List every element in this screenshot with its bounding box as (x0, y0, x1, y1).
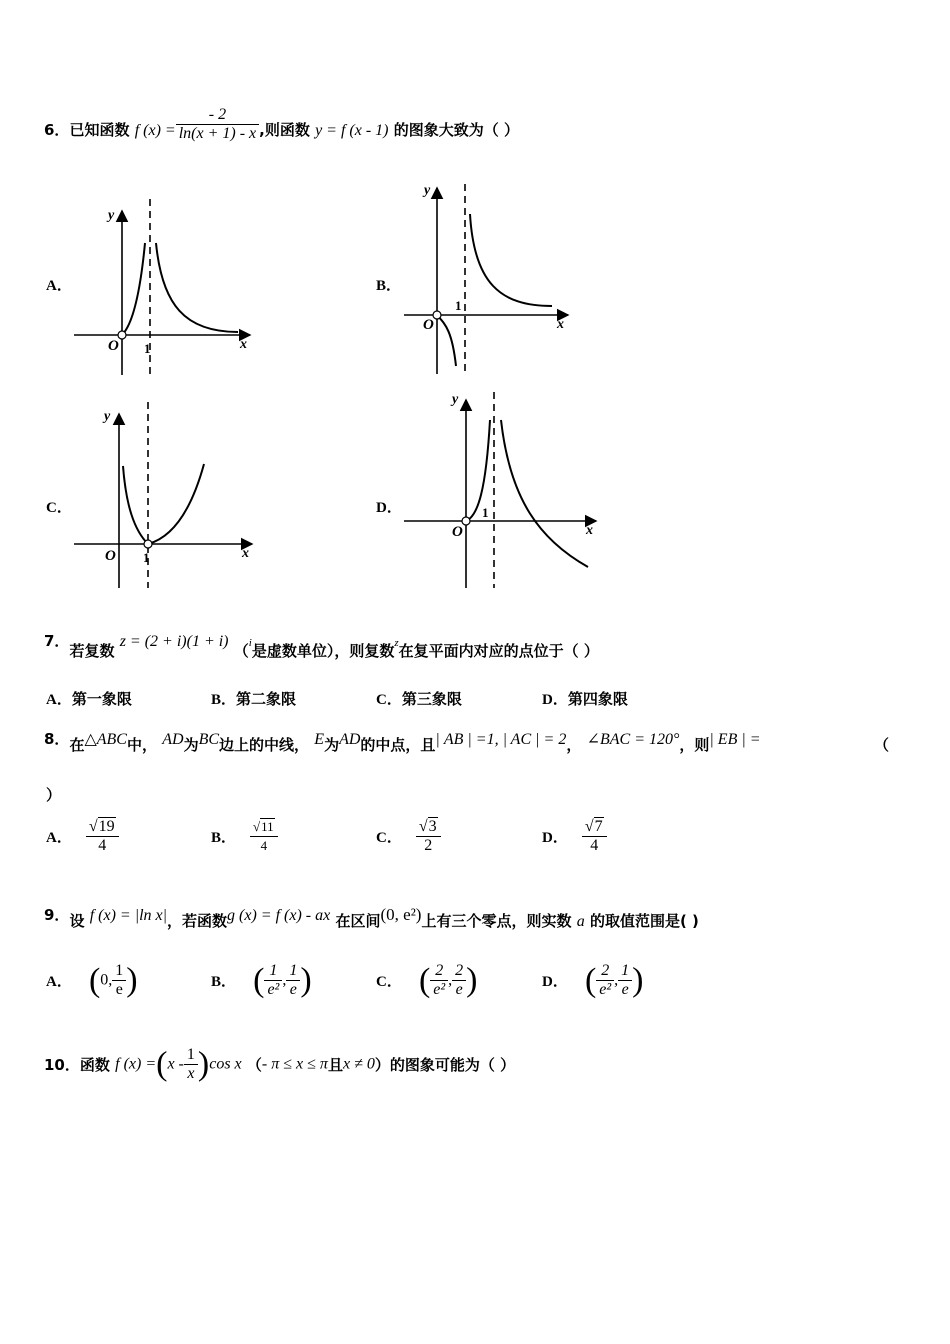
q6-tail: 的图象大致为（ ） (393, 121, 519, 139)
q8-close: ） (46, 786, 62, 804)
y-label: y (104, 409, 111, 424)
q9-d-den2: e (621, 981, 629, 998)
q10-frac (184, 1046, 198, 1083)
q8-option-a-value: $\frac{√19}{4}$ (86, 818, 119, 855)
curve-right (148, 464, 204, 544)
q8-t1: 在 (69, 736, 85, 754)
q6-graph-a (70, 195, 260, 380)
q8-option-d-value: $\frac{√7}{4}$ (582, 818, 607, 855)
y-label: y (452, 392, 459, 407)
q9-option-d-label: D． (542, 974, 568, 990)
origin-label: O (452, 524, 463, 540)
tick-label: 1 (143, 550, 150, 565)
q6-graph-b (400, 178, 580, 378)
x-label: x (557, 317, 564, 332)
q8-option-a-label: A． (46, 830, 72, 846)
q9-option-a: A． (0, $\frac{1}{e}$ ) (46, 961, 138, 999)
q8-t6: 的中点，且 (360, 736, 436, 754)
q10-den: x (187, 1065, 195, 1082)
q6-mid: ,则函数 (259, 121, 310, 139)
question-10: 10．函数 f (x) =(x - $\frac{1}{x}$ )cos x （- π ≤ x ≤ π且x ≠ 0）的图象可能为（ ） (44, 1045, 516, 1083)
q8-b-num: 11 (261, 819, 274, 834)
q8-option-a (46, 818, 119, 855)
q8-angle: ∠BAC = 120° (586, 731, 680, 748)
q9-b-frac2 (286, 962, 300, 999)
q9-option-d: D． ( $\frac{2}{\text{e²}}$ , $\frac{1}{e}$ ) (542, 961, 644, 999)
q8-a-num: 19 (98, 818, 115, 835)
origin-hole (118, 331, 126, 339)
q7-number: 7． (44, 632, 70, 650)
tick-label: 1 (144, 341, 151, 356)
q6-lead: 已知函数 (69, 121, 130, 139)
q6-number: 6． (44, 121, 70, 139)
q10-number: 10． (44, 1056, 80, 1074)
q7-option-d-label: D． (542, 692, 568, 708)
x-label: x (240, 337, 247, 352)
q8-ad2: AD (339, 731, 361, 748)
q6-denominator: ln(x + 1) - x (178, 125, 257, 142)
q9-option-a-label: A． (46, 974, 72, 990)
question-9 (44, 904, 699, 930)
q9-d-frac1 (596, 962, 614, 999)
q9-d-frac2 (618, 962, 632, 999)
q8-option-d (542, 818, 607, 855)
q7-option-d-text: 第四象限 (567, 690, 628, 708)
q9-option-c: C． ( $\frac{2}{\text{e²}}$ , $\frac{2}{e}$ ) (376, 961, 478, 999)
q8-option-c-value: $\frac{√3}{2}$ (416, 818, 441, 855)
q9-a: a (576, 913, 585, 930)
q7-p2: 是虚数单位），则复数 (251, 642, 395, 660)
q6-option-d-label: D． (376, 500, 402, 516)
curve-right (470, 214, 552, 306)
q9-option-b-label: B． (211, 974, 237, 990)
q7-option-a-text: 第一象限 (71, 690, 132, 708)
q9-t5: 的取值范围是( ) (589, 912, 699, 930)
curve-left (437, 315, 456, 366)
q9-d-num1: 2 (596, 962, 614, 981)
q9-t1: 设 (69, 912, 85, 930)
q9-d-den1: e² (599, 981, 612, 998)
q8-option-c-label: C． (376, 830, 402, 846)
origin-label: O (105, 548, 116, 564)
q10-num: 1 (184, 1046, 198, 1065)
q9-t4: 上有三个零点，则实数 (421, 912, 572, 930)
q10-lead: 函数 (79, 1056, 110, 1074)
q9-gx: g (x) = f (x) - ax (227, 907, 331, 924)
q7-option-c-text: 第三象限 (401, 690, 462, 708)
q9-c-frac1 (430, 962, 448, 999)
q7-p1: （ (233, 642, 249, 660)
q8-eb: | EB | = (709, 731, 761, 748)
q8-t3: 为 (183, 736, 199, 754)
tick-label: 1 (455, 298, 462, 313)
question-6 (44, 106, 519, 149)
q8-tri: △ABC (84, 731, 127, 748)
q6-fraction (176, 106, 259, 143)
q7-option-a-label: A． (46, 692, 72, 708)
q7-option-a (46, 688, 132, 709)
curve-left (123, 466, 148, 544)
q9-option-c-label: C． (376, 974, 402, 990)
q8-t8: ，则 (679, 736, 710, 754)
q7-z: z (394, 637, 399, 649)
q8-option-c (376, 818, 441, 855)
y-label: y (424, 183, 431, 198)
q8-d-den: 4 (590, 837, 599, 854)
q7-option-b (211, 688, 296, 709)
q9-d-num2: 1 (618, 962, 632, 981)
q9-b-num2: 1 (286, 962, 300, 981)
q9-interval: (0, e²) (380, 905, 422, 924)
curve-right (501, 420, 588, 567)
q8-c-den: 2 (424, 837, 433, 854)
q8-b-den: 4 (260, 838, 268, 853)
origin-label: O (423, 317, 434, 333)
q6-option-a-label: A． (46, 278, 72, 294)
q9-a-left: 0, (100, 971, 113, 989)
q8-option-b-value: $\frac{√11}{4}$ (250, 818, 278, 855)
q8-t4: 边上的中线， (219, 736, 310, 754)
q10-tail: ）的图象可能为（ ） (374, 1056, 516, 1074)
q8-option-b (211, 818, 278, 855)
q8-t7: ， (566, 736, 582, 754)
q7-i: i (248, 637, 252, 649)
q8-option-d-label: D． (542, 830, 568, 846)
origin-label: O (108, 338, 119, 354)
q8-e: E (314, 731, 325, 748)
origin-hole (462, 517, 470, 525)
q7-option-d (542, 688, 628, 709)
q7-option-c (376, 688, 462, 709)
q7-option-b-text: 第二象限 (236, 690, 297, 708)
q10-inner-left: x - (167, 1055, 184, 1073)
q10-f-lhs: f (x) = (115, 1055, 157, 1073)
x-label: x (242, 546, 249, 561)
q6-f-lhs: f (x) = (134, 122, 176, 139)
q9-c-frac2 (452, 962, 466, 999)
q7-expr: z = (2 + i)(1 + i) (119, 633, 229, 650)
question-8 (44, 728, 761, 754)
q9-c-den1: e² (433, 981, 446, 998)
q9-b-den1: e² (267, 981, 280, 998)
q9-b-frac1 (264, 962, 282, 999)
q9-option-b: B． ( $\frac{1}{\text{e²}}$ , $\frac{1}{e}$ ) (211, 961, 312, 999)
q8-ad: AD (162, 731, 184, 748)
q8-t2: 中， (126, 736, 157, 754)
x-label: x (586, 523, 593, 538)
curve-right (156, 243, 238, 332)
q8-d-num: 7 (594, 818, 603, 835)
q9-a-num: 1 (112, 962, 126, 981)
curve-left (122, 243, 145, 335)
q8-t9: （ (874, 736, 890, 754)
q7-option-b-label: B． (211, 692, 237, 708)
y-label: y (108, 208, 115, 223)
q9-t3: 在区间 (335, 912, 381, 930)
q6-expr: y = f (x - 1) (315, 122, 389, 139)
q9-b-num1: 1 (264, 962, 282, 981)
q8-a-den: 4 (98, 837, 107, 854)
q9-a-frac (112, 962, 126, 999)
origin-hole (433, 311, 441, 319)
q6-option-c-label: C． (46, 500, 72, 516)
q10-p1: （ (246, 1056, 262, 1074)
q8-option-b-label: B． (211, 830, 237, 846)
q9-c-num1: 2 (430, 962, 448, 981)
q9-t2: ，若函数 (167, 912, 228, 930)
q9-c-den2: e (455, 981, 463, 998)
hole-at-1 (144, 540, 152, 548)
q7-p3: 在复平面内对应的点位于（ ） (398, 642, 599, 660)
q10-and: 且 (327, 1056, 343, 1074)
q9-a-den: e (115, 981, 123, 998)
q7-lead: 若复数 (69, 642, 115, 660)
q8-bc: BC (198, 731, 220, 748)
q8-cond: | AB | =1, | AC | = 2 (435, 731, 567, 748)
q6-graph-d (400, 390, 605, 590)
q9-fx: f (x) = |ln x| (89, 907, 168, 924)
q6-graph-c (70, 400, 260, 590)
q8-number: 8． (44, 730, 70, 748)
q6-numerator: - 2 (176, 106, 259, 125)
tick-label: 1 (482, 505, 489, 520)
q10-cond: x ≠ 0 (342, 1055, 375, 1073)
q10-range: - π ≤ x ≤ π (261, 1055, 328, 1073)
q8-t5: 为 (324, 736, 340, 754)
question-7 (44, 630, 599, 660)
q7-option-c-label: C． (376, 692, 402, 708)
q10-cos: cos x (209, 1055, 242, 1073)
q8-c-num: 3 (428, 818, 437, 835)
q9-b-den2: e (289, 981, 297, 998)
q6-option-b-label: B． (376, 278, 402, 294)
q9-c-num2: 2 (452, 962, 466, 981)
q9-number: 9． (44, 906, 70, 924)
